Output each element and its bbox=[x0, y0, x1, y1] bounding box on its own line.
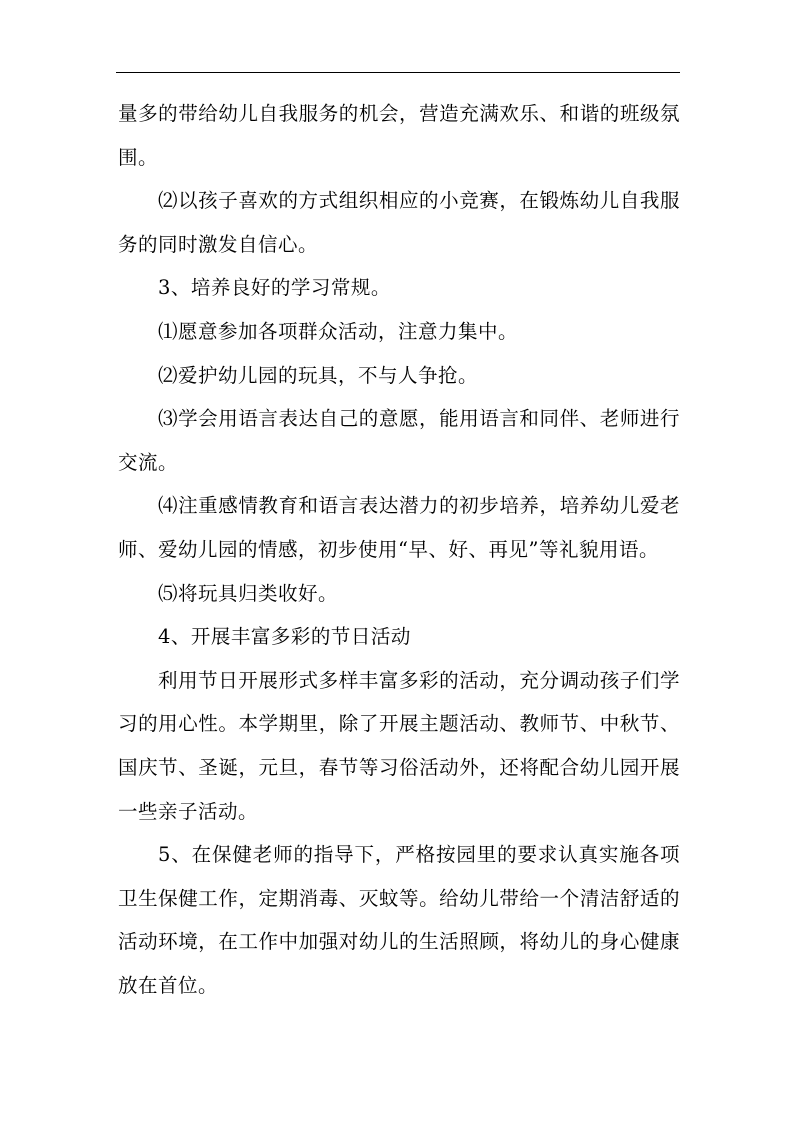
paragraph-1: 量多的带给幼儿自我服务的机会，营造充满欢乐、和谐的班级氛围。 bbox=[118, 102, 680, 169]
document-body bbox=[118, 92, 680, 1007]
paragraph-11: 5、在保健老师的指导下，严格按园里的要求认真实施各项卫生保健工作，定期消毒、灭蚊等。给幼儿带给一个清洁舒适的活动环境，在工作中加强对幼儿的生活照顾，将幼儿的身心健康放在首位。 bbox=[118, 843, 680, 997]
paragraph-5: ⑵爱护幼儿园的玩具，不与人争抢。 bbox=[158, 363, 479, 387]
paragraph-9: 4、开展丰富多彩的节日活动 bbox=[158, 625, 411, 649]
paragraph-10: 利用节日开展形式多样丰富多彩的活动，充分调动孩子们学习的用心性。本学期里，除了开展主题活动、教师节、中秋节、国庆节、圣诞，元旦，春节等习俗活动外，还将配合幼儿园开展一些亲子活动。 bbox=[118, 668, 680, 823]
header-rule bbox=[116, 72, 680, 73]
paragraph-6: ⑶学会用语言表达自己的意愿，能用语言和同伴、老师进行交流。 bbox=[118, 407, 680, 474]
paragraph-3: 3、培养良好的学习常规。 bbox=[158, 276, 391, 300]
paragraph-8: ⑸将玩具归类收好。 bbox=[158, 581, 339, 605]
paragraph-7: ⑷注重感情教育和语言表达潜力的初步培养，培养幼儿爱老师、爱幼儿园的情感，初步使用“早、好、再见”等礼貌用语。 bbox=[118, 494, 680, 561]
paragraph-4: ⑴愿意参加各项群众活动，注意力集中。 bbox=[158, 319, 519, 343]
paragraph-2: ⑵以孩子喜欢的方式组织相应的小竞赛，在锻炼幼儿自我服务的同时激发自信心。 bbox=[118, 189, 680, 256]
